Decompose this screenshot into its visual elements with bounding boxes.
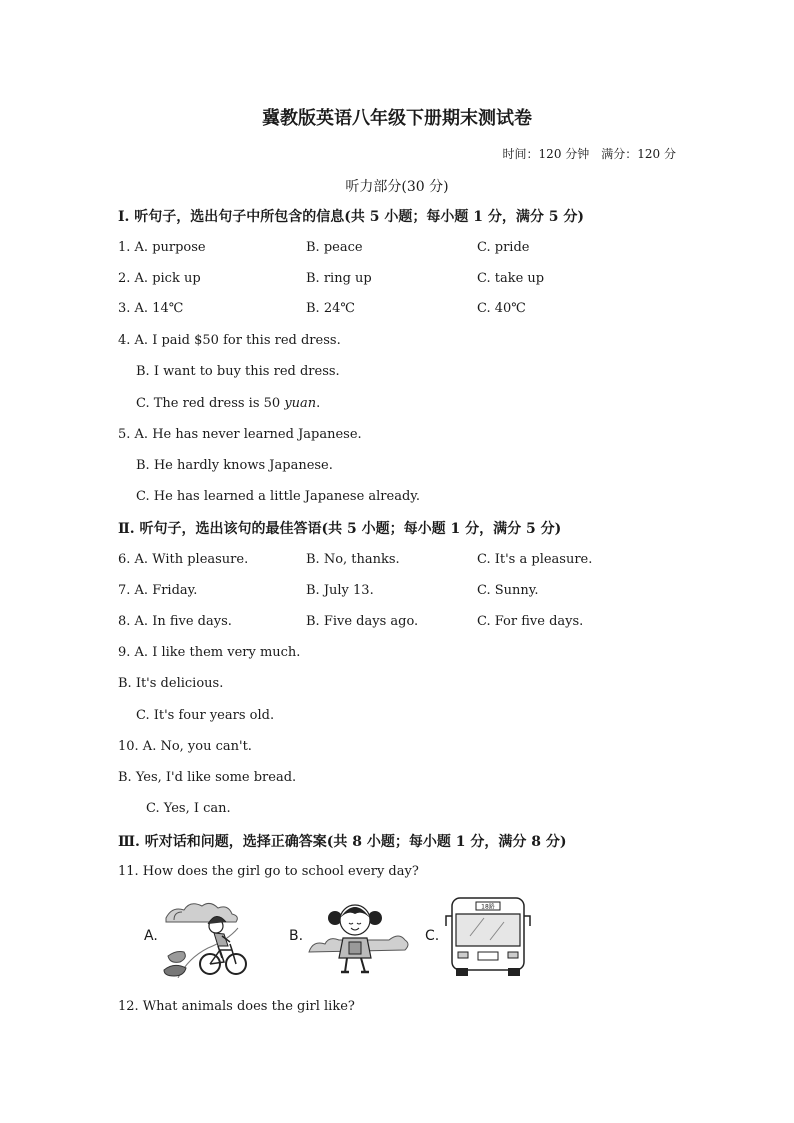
- q4-c-text: C. The red dress is 50: [136, 396, 281, 411]
- q4-option-b: B. I want to buy this red dress.: [136, 364, 340, 379]
- q11-question: 11. How does the girl go to school every day?: [118, 864, 419, 879]
- q12-question: 12. What animals does the girl like?: [118, 999, 355, 1014]
- q3-option-c: C. 40℃: [477, 301, 526, 316]
- bus-number: 18路: [481, 903, 495, 911]
- walking-girl-picture: [305, 896, 410, 978]
- time-score-info: 时间：120 分钟 满分：120 分: [502, 147, 676, 161]
- q4-c-period: .: [316, 396, 321, 411]
- section-2-heading: Ⅱ. 听句子，选出该句的最佳答语(共 5 小题；每小题 1 分，满分 5 分): [118, 521, 562, 537]
- q5-option-c: C. He has learned a little Japanese already.: [136, 489, 421, 504]
- part-subtitle: 听力部分(30 分): [345, 179, 449, 195]
- q11-label-a: A.: [144, 928, 158, 944]
- q8-option-c: C. For five days.: [477, 614, 584, 629]
- q7-option-a: 7. A. Friday.: [118, 583, 198, 598]
- q1-option-b: B. peace: [306, 240, 363, 255]
- section-3-heading: Ⅲ. 听对话和问题，选择正确答案(共 8 小题；每小题 1 分，满分 8 分): [118, 834, 567, 850]
- q5-option-b: B. He hardly knows Japanese.: [136, 458, 333, 473]
- bus-picture: [440, 896, 545, 978]
- q1-option-a: 1. A. purpose: [118, 240, 206, 255]
- q11-label-c: C.: [425, 928, 440, 944]
- q3-option-a: 3. A. 14℃: [118, 301, 184, 316]
- q10-option-c: C. Yes, I can.: [146, 801, 231, 816]
- q11-label-b: B.: [289, 928, 304, 944]
- q7-option-b: B. July 13.: [306, 583, 374, 598]
- q8-option-b: B. Five days ago.: [306, 614, 419, 629]
- q6-option-b: B. No, thanks.: [306, 552, 400, 567]
- q9-option-a: 9. A. I like them very much.: [118, 645, 301, 660]
- q10-option-a: 10. A. No, you can't.: [118, 739, 252, 754]
- q4-option-a: 4. A. I paid $50 for this red dress.: [118, 333, 341, 348]
- q4-c-italic: yuan: [284, 396, 317, 411]
- q9-option-b: B. It's delicious.: [118, 676, 224, 691]
- bicycle-girl-picture: [158, 896, 263, 978]
- q8-option-a: 8. A. In five days.: [118, 614, 232, 629]
- q4-option-c: [136, 396, 320, 411]
- q7-option-c: C. Sunny.: [477, 583, 539, 598]
- q2-option-a: 2. A. pick up: [118, 271, 201, 286]
- q6-option-a: 6. A. With pleasure.: [118, 552, 249, 567]
- q10-option-b: B. Yes, I'd like some bread.: [118, 770, 297, 785]
- q5-option-a: 5. A. He has never learned Japanese.: [118, 427, 362, 442]
- page-title: 冀教版英语八年级下册期末测试卷: [262, 108, 532, 129]
- q6-option-c: C. It's a pleasure.: [477, 552, 593, 567]
- q1-option-c: C. pride: [477, 240, 530, 255]
- q2-option-b: B. ring up: [306, 271, 372, 286]
- q3-option-b: B. 24℃: [306, 301, 355, 316]
- q9-option-c: C. It's four years old.: [136, 708, 275, 723]
- q2-option-c: C. take up: [477, 271, 545, 286]
- section-1-heading: Ⅰ. 听句子，选出句子中所包含的信息(共 5 小题；每小题 1 分，满分 5 分): [118, 209, 585, 225]
